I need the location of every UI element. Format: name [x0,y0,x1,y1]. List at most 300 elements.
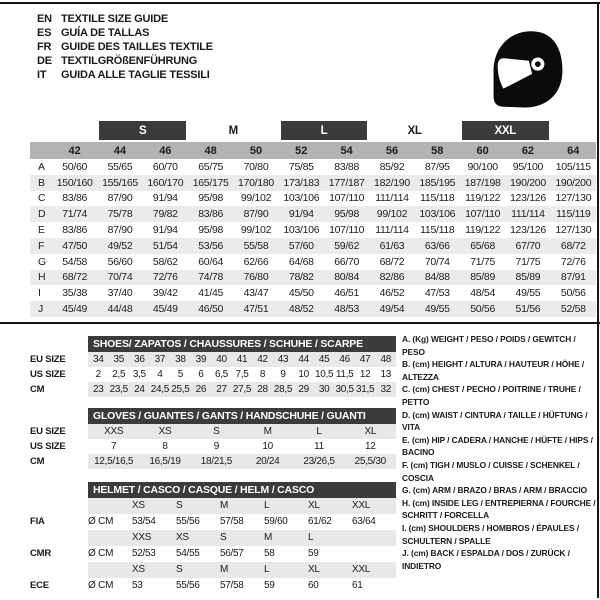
size-value: 28 [257,384,268,395]
measurement-value: 72/76 [560,255,586,268]
size-value: M [220,500,229,511]
size-value: 55/56 [176,580,200,591]
numeric-size: 56 [369,141,414,159]
size-band-s: S [97,121,188,141]
helmet-size-row [30,530,396,546]
row-label: CMR [30,548,52,559]
measurement-value: 123/126 [510,224,546,237]
size-value: 4 [157,369,163,380]
shoes-table-row [30,352,396,367]
size-value: 30,5 [335,384,354,395]
row-label: A [38,160,45,173]
size-value: 12 [359,369,371,380]
legend-item: D. (cm) WAIST / CINTURA / TAILLE / HÜFTUNG / VITA [402,409,588,433]
measurement-value: 48/53 [324,301,369,317]
measurement-value: 103/106 [283,192,320,205]
row-label: ECE [30,580,49,591]
size-value: 25,5/30 [354,456,386,467]
helmet-standard-row-ece [30,578,396,594]
textile-size-table [30,121,596,317]
size-value: 39 [195,354,207,365]
measurement-value: 43/47 [243,287,269,300]
measurement-value: 60/64 [198,255,224,268]
measurement-value: 67/70 [505,238,550,254]
size-value: 8 [259,369,266,380]
language-item [37,40,213,54]
helmet-icon-graphic [487,20,569,118]
measurement-row-b [30,175,596,191]
size-value: XS [132,500,145,511]
size-value: 3,5 [132,369,146,380]
language-code: EN [37,13,52,25]
legend-item: B. (cm) HEIGHT / ALTURA / HAUTEUR / HÖHE / ALTEZZA [402,359,585,382]
numeric-size: 44 [97,141,142,159]
size-value: XS [158,426,172,437]
size-value: 6 [198,369,204,380]
measurement-value: 48/52 [279,301,324,317]
language-code: FR [37,41,52,53]
measurement-value: 127/130 [555,192,592,205]
size-value: 6,5 [214,369,228,380]
size-value: 42 [257,354,268,365]
size-value: 23,5 [109,384,128,395]
measurement-value: 35/38 [62,287,88,300]
measurement-value: 87/90 [233,206,278,222]
size-value: 43 [277,354,289,365]
measurement-row-f [30,238,596,254]
row-label: E [38,224,45,237]
size-band-xl: XL [369,121,460,141]
numeric-size-spacer [30,141,52,159]
size-value: 59/60 [264,516,288,527]
guide-title: GUÍA DE TALLAS [61,27,150,39]
size-value: 61/62 [308,516,332,527]
measurement-value: 46/51 [334,287,360,300]
numeric-size-row [30,141,596,159]
measurement-value: 83/86 [188,206,233,222]
row-label: EU SIZE [30,354,66,365]
row-label: G [38,255,46,268]
measurement-value: 95/100 [512,160,544,173]
measurement-value: 66/70 [334,255,360,268]
size-value: 63/64 [352,516,376,527]
row-label [30,562,88,578]
measurement-value: 190/200 [505,175,550,191]
measurement-value: 57/60 [279,238,324,254]
size-value: 12 [365,441,376,452]
row-label: J [30,301,52,317]
measurement-value: 54/58 [62,255,88,268]
size-value: 24,5 [150,384,169,395]
size-value: M [264,532,273,543]
measurement-value: 83/86 [62,192,88,205]
size-value: 57/58 [220,580,244,591]
measurement-value: 51/54 [143,238,188,254]
size-value: 25,5 [171,384,190,395]
helmet-size-row [30,562,396,578]
row-label: H [30,270,52,286]
helmet-table-title: HELMET / CASCO / CASQUE / HELM / CASCO [88,482,396,498]
helmet-icon [487,20,569,118]
measurement-value: 70/74 [424,255,450,268]
helmet-standard-row-cmr [30,546,396,562]
numeric-size: 64 [551,141,596,159]
guide-title: GUIDE DES TAILLES TEXTILE [61,41,213,53]
measurement-value: 91/94 [279,206,324,222]
measurement-value: 78/82 [279,270,324,286]
size-value: XL [364,426,377,437]
size-value: 44 [298,354,309,365]
size-value: 12,5/16,5 [94,456,134,467]
helmet-table-values [88,498,396,514]
measurement-value: 64/68 [288,255,314,268]
measurement-value: 37/40 [107,287,133,300]
row-label: B [30,175,52,191]
measurement-value: 91/94 [152,224,178,237]
measurement-value: 72/76 [143,270,188,286]
measurement-value: 83/86 [62,224,88,237]
measurement-value: 90/100 [467,160,498,173]
measurement-value: 111/114 [375,224,409,237]
numeric-size: 50 [233,141,278,159]
shoes-table-row [30,367,396,382]
measurement-value: 55/58 [233,238,278,254]
legend-item: J. (cm) BACK / ESPALDA / DOS / ZURÜCK / INDIETRO [402,548,570,571]
size-value: L [264,500,270,511]
size-band-xxl: XXL [460,121,551,141]
measurement-value: 49/54 [369,301,414,317]
shoes-table-values [88,367,396,382]
gloves-table-values [88,454,396,469]
measurement-value: 68/72 [52,270,97,286]
size-band-spacer [30,121,97,141]
measurement-value: 155/165 [97,175,142,191]
measurement-value: 107/110 [460,206,505,222]
measurement-value: 47/51 [233,301,278,317]
language-item [37,54,213,68]
size-value: XXL [352,564,371,575]
measurement-value: 99/102 [369,206,414,222]
size-value: XS [176,532,189,543]
shoes-table-values [88,382,396,397]
helmet-table [30,482,396,594]
legend-item: C. (cm) CHEST / PECHO / POITRINE / TRUHE / PETTO [402,384,581,407]
size-value: 52/53 [132,548,156,559]
helmet-table-values [88,578,396,594]
size-value: 23 [93,384,104,395]
numeric-size: 60 [460,141,505,159]
row-label: CM [30,384,45,395]
size-value: 47 [359,354,371,365]
numeric-size: 48 [188,141,233,159]
measurement-value: 123/126 [510,192,546,205]
size-value: 57/58 [220,516,244,527]
measurement-value: 95/98 [198,224,224,237]
row-label [30,498,88,514]
size-value: 26 [195,384,207,395]
size-value: XL [308,564,320,575]
size-value: 55/56 [176,516,200,527]
measurement-value: 47/53 [424,287,450,300]
size-value: 11 [314,441,324,452]
size-band-m: M [188,121,279,141]
helmet-table-values [88,530,396,546]
measurement-value: 103/106 [415,206,460,222]
size-value: 10 [262,441,273,452]
top-border-line [0,2,600,4]
measurement-value: 87/90 [107,192,133,205]
measurement-value: 39/42 [152,287,178,300]
size-value: 35 [113,354,125,365]
size-value: 58 [264,548,275,559]
language-item [37,12,213,26]
measurement-value: 99/102 [240,224,272,237]
size-value: 8 [162,441,168,452]
measurement-value: 48/54 [470,287,495,300]
row-label: US SIZE [30,369,66,380]
measurement-value: 127/130 [555,224,592,237]
measurement-value: 74/78 [188,270,233,286]
measurement-value: 190/200 [551,175,596,191]
legend-item: I. (cm) SHOULDERS / HOMBROS / ÉPAULES / SCHULTERN / SPALLE [402,522,579,546]
size-value: 40 [216,354,227,365]
measurement-value: 68/72 [551,238,596,254]
guide-title: TEXTILE SIZE GUIDE [61,13,169,25]
size-value: 32 [380,384,391,395]
measurement-value: 45/49 [52,301,97,317]
size-value: 37 [154,354,166,365]
measurement-value: 87/95 [424,160,450,173]
size-value: S [220,532,227,543]
measurement-value: 49/52 [97,238,142,254]
size-value: 24 [134,384,145,395]
numeric-size: 62 [505,141,550,159]
size-value: 2 [95,369,101,380]
measurement-value: 71/74 [52,206,97,222]
size-value: XL [308,500,320,511]
helmet-standard-row-fia [30,514,396,530]
measurement-value: 87/91 [551,270,596,286]
measurement-row-d [30,206,596,222]
measurement-value: 70/80 [243,160,269,173]
measurement-value: 50/56 [460,301,505,317]
helmet-table-values [88,546,396,562]
size-value: 9 [280,369,286,380]
measurement-row-i [30,285,596,301]
size-value: 28,5 [273,384,293,395]
size-value: 59 [264,580,275,591]
size-value: S [176,500,183,511]
measurement-value: 150/160 [52,175,97,191]
size-value: 10 [298,369,309,380]
measurement-value: 187/198 [460,175,505,191]
legend-item: A. (Kg) WEIGHT / PESO / POIDS / GEWITCH / PESO [402,334,576,357]
size-value: S [176,564,183,575]
size-value: S [213,426,220,437]
size-value: 38 [175,354,186,365]
measurement-value: 87/90 [107,224,133,237]
bottom-section [30,336,596,596]
measurement-value: 50/56 [560,287,586,300]
measurement-value: 75/85 [288,160,314,173]
shoes-table [30,336,396,397]
size-value: 53/54 [132,516,156,527]
measurement-value: 91/94 [152,192,178,205]
measurement-value: 115/119 [551,206,596,222]
guide-title: TEXTILGRÖßENFÜHRUNG [61,55,198,67]
measurement-value: 85/89 [505,270,550,286]
measurement-value: 177/187 [324,175,369,191]
size-value: 45 [318,354,330,365]
numeric-size: 58 [415,141,460,159]
measurement-value: 115/118 [420,192,455,205]
measurement-value: 182/190 [369,175,414,191]
size-value: 2,5 [112,369,126,380]
shoes-table-row [30,382,396,397]
language-item [37,68,213,82]
measurement-value: 80/84 [324,270,369,286]
measurement-value: 85/92 [379,160,405,173]
row-label: CM [30,456,45,467]
size-value: 56/57 [220,548,244,559]
size-value: 60 [308,580,319,591]
size-value: 31,5 [356,384,375,395]
measurement-value: 47/50 [52,238,97,254]
measurement-value: 170/180 [233,175,278,191]
measurement-value: 95/98 [198,192,224,205]
measurement-value: 75/78 [97,206,142,222]
size-band-l: L [279,121,370,141]
measurement-value: 105/115 [555,160,591,173]
measurement-value: 44/48 [97,301,142,317]
size-band-spacer [551,121,596,141]
size-value: 27 [216,384,227,395]
measurement-value: 50/60 [62,160,88,173]
measurement-value: 65/68 [460,238,505,254]
measurement-value: 68/72 [379,255,405,268]
row-label: D [30,206,52,222]
measurement-value: 61/63 [369,238,414,254]
measurement-value: 55/65 [107,160,133,173]
measurement-value: 60/70 [152,160,178,173]
measurement-value: 46/52 [379,287,405,300]
size-value: 20/24 [255,456,280,467]
numeric-size: 46 [143,141,188,159]
gloves-table-row [30,454,396,469]
diameter-label [88,530,132,546]
measurement-value: 65/75 [198,160,224,173]
measurement-value: 70/74 [97,270,142,286]
size-value: L [264,564,270,575]
size-value: 11,5 [335,369,354,380]
size-value: 53 [132,580,143,591]
measurement-value: 160/170 [143,175,188,191]
size-value: 5 [177,369,184,380]
size-value: 7 [111,441,117,452]
measurement-value: 83/88 [334,160,360,173]
measurement-value: 99/102 [240,192,272,205]
measurement-value: 115/118 [420,224,455,237]
legend-item: H. (cm) INSIDE LEG / ENTREPIERNA / FOURCHE / SCHRITT / FORCELLA [402,497,596,521]
size-value: 13 [380,369,391,380]
measurement-value: 59/62 [324,238,369,254]
helmet-table-values [88,562,396,578]
numeric-size: 54 [324,141,369,159]
measurement-row-j [30,301,596,317]
measurement-value: 82/86 [369,270,414,286]
measurement-value: 79/82 [143,206,188,222]
size-value: 41 [236,354,248,365]
measurement-value: 71/75 [515,255,541,268]
measurement-value: 53/56 [188,238,233,254]
language-code: DE [37,55,52,67]
row-label: FIA [30,516,45,527]
measurement-row-c [30,191,596,207]
measurement-value: 103/106 [283,224,320,237]
measurement-row-a [30,159,596,175]
row-label [30,530,88,546]
measurement-value: 165/175 [188,175,233,191]
size-value: M [263,426,272,437]
size-value: 46 [339,354,350,365]
guide-title: GUIDA ALLE TAGLIE TESSILI [61,69,210,81]
measurement-value: 41/45 [198,287,224,300]
numeric-size: 42 [52,141,97,159]
row-label: EU SIZE [30,426,66,437]
measurement-value: 185/195 [415,175,460,191]
measurement-value: 95/98 [324,206,369,222]
size-value: XXS [132,532,152,543]
measurement-value: 111/114 [375,192,409,205]
helmet-size-row [30,498,396,514]
accessory-tables [30,336,396,594]
size-value: 27,5 [232,384,252,395]
gloves-table-values [88,424,396,439]
row-label: F [30,238,52,254]
diameter-label [88,562,132,578]
size-value: XXL [352,500,371,511]
size-value: 29 [298,384,309,395]
language-code: IT [37,69,47,81]
legend-item: E. (cm) HIP / CADERA / HANCHE / HÜFTE / HIPS / BACINO [402,434,593,458]
gloves-table-title: GLOVES / GUANTES / GANTS / HANDSCHUHE / GUANTI [88,408,396,424]
measurement-value: 46/50 [188,301,233,317]
measurement-value: 119/122 [465,192,501,205]
measurement-value: 49/55 [415,301,460,317]
size-value: 36 [134,354,145,365]
measurement-value: 107/110 [329,192,365,205]
shoes-table-values [88,352,396,367]
measurement-value: 173/183 [279,175,324,191]
size-band-row [30,121,596,141]
measurement-value: 62/66 [243,255,269,268]
size-value: 48 [380,354,391,365]
size-value: 10,5 [314,369,334,380]
row-label: I [38,287,41,300]
diameter-label: Ø CM [88,580,114,591]
measurement-value: 52/58 [551,301,596,317]
gloves-table [30,408,396,469]
size-value: 9 [213,441,219,452]
diameter-label: Ø CM [88,548,114,559]
measurement-legend [402,333,600,572]
shoes-table-title: SHOES/ ZAPATOS / CHAUSSURES / SCHUHE / SCARPE [88,336,396,352]
size-value: L [308,532,314,543]
size-value: 23/26,5 [303,456,335,467]
diameter-label: Ø CM [88,516,114,527]
language-list [37,12,213,82]
size-value: 18/21,5 [200,456,232,467]
